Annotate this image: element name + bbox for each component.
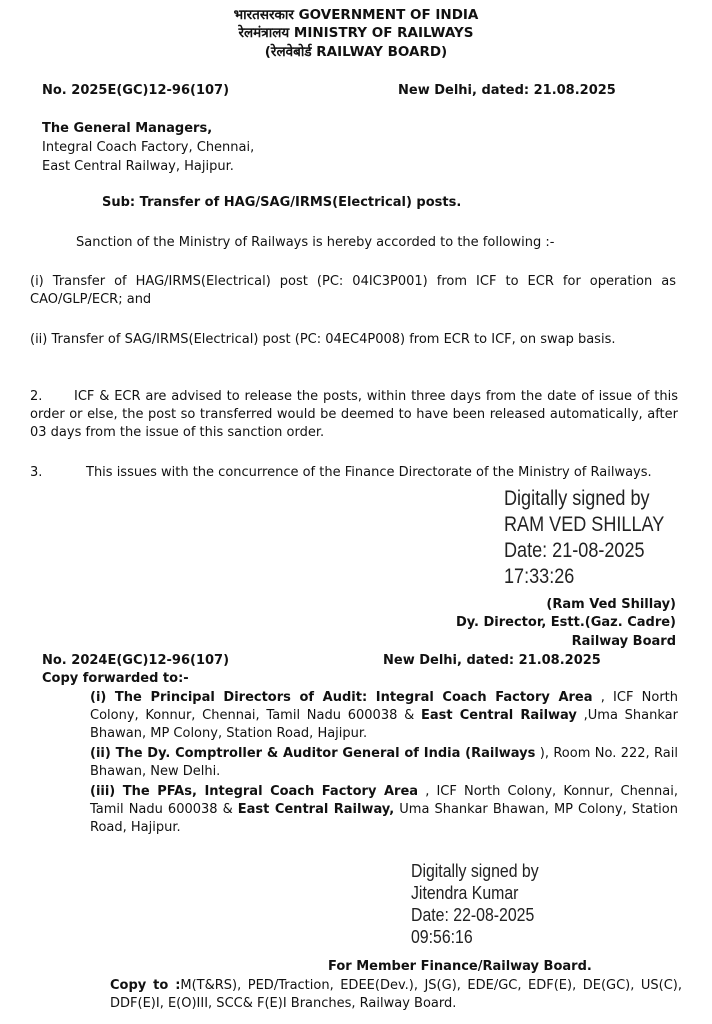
para-2-number: 2.	[30, 389, 43, 404]
header-hindi-1: भारतसरकार	[233, 7, 294, 23]
copy-item-1	[90, 689, 678, 743]
signature-1-line-3: Date: 21-08-2025	[504, 539, 645, 562]
header-hindi-2: रेलमंत्रालय	[238, 25, 290, 41]
header-line-1	[0, 6, 712, 24]
addressee-title: The General Managers,	[42, 121, 213, 136]
copy-item-3-org: (iii) The PFAs, Integral Coach Factory Area	[90, 784, 419, 799]
header-line-3	[0, 43, 712, 61]
signature-2-line-3: Date: 22-08-2025	[411, 905, 535, 925]
copy-to-list: M(T&RS), PED/Traction, EDEE(Dev.), JS(G), EDE/GC, EDF(E), DE(GC), US(C), DDF(E)I, E(O)III, SCC& F(E)I Branches, Railway Board.	[110, 978, 682, 1011]
digital-signature-2	[411, 860, 539, 948]
digital-signature-1	[504, 486, 664, 590]
copy-item-1-address-2: ,Uma Shankar Bhawan, MP Colony, Station Road, Hajipur.	[90, 708, 678, 741]
signature-2-line-1: Digitally signed by	[411, 861, 539, 881]
para-2-text: ICF & ECR are advised to release the posts, within three days from the date of issue of this order or else, the post so transferred would be deemed to have been released automatically, after 03 days from the issue of this sanction order.	[30, 389, 678, 440]
copy-to-label: Copy to :	[110, 978, 181, 993]
copy-item-3	[90, 783, 678, 837]
header-hindi-3: (रेलवेबोर्ड	[264, 44, 312, 60]
copy-item-1-address: , ICF North Colony, Konnur, Chennai, Tamil Nadu 600038 &	[90, 690, 679, 723]
copy-number: No. 2024E(GC)12-96(107)	[42, 653, 230, 668]
addressee-line-1: Integral Coach Factory, Chennai,	[42, 140, 255, 155]
header-government: GOVERNMENT OF INDIA	[298, 7, 479, 23]
item-2: (ii) Transfer of SAG/IRMS(Electrical) post (PC: 04EC4P008) from ECR to ICF, on swap basis.	[30, 332, 616, 347]
intro-paragraph: Sanction of the Ministry of Railways is hereby accorded to the following :-	[76, 235, 555, 250]
item-1: (i) Transfer of HAG/IRMS(Electrical) post (PC: 04IC3P001) from ICF to ECR for operation as CAO/GLP/ECR; and	[30, 274, 676, 307]
copy-item-2	[90, 745, 678, 781]
copy-item-3-address-2: Uma Shankar Bhawan, MP Colony, Station Road, Hajipur.	[90, 802, 678, 835]
copy-item-1-org: (i) The Principal Directors of Audit: Integral Coach Factory Area	[90, 690, 593, 705]
copy-item-2-address: ), Room No. 222, Rail Bhawan, New Delhi.	[90, 746, 678, 779]
signature-1-line-1: Digitally signed by	[504, 487, 650, 510]
para-3-text: This issues with the concurrence of the Finance Directorate of the Ministry of Railways.	[86, 465, 652, 480]
for-member-finance: For Member Finance/Railway Board.	[328, 959, 592, 974]
signatory-designation: Dy. Director, Estt.(Gaz. Cadre)	[455, 615, 676, 630]
header-board: RAILWAY BOARD)	[316, 44, 448, 60]
order-date: New Delhi, dated: 21.08.2025	[398, 83, 616, 98]
header-line-2	[0, 24, 712, 42]
order-number: No. 2025E(GC)12-96(107)	[42, 83, 230, 98]
para-3	[30, 464, 678, 482]
copy-item-3-address: , ICF North Colony, Konnur, Chennai, Tamil Nadu 600038 &	[90, 784, 678, 817]
signatory-name: (Ram Ved Shillay)	[546, 597, 676, 612]
subject: Sub: Transfer of HAG/SAG/IRMS(Electrical) posts.	[102, 195, 462, 210]
copy-heading: Copy forwarded to:-	[42, 671, 189, 686]
copy-item-2-org: (ii) The Dy. Comptroller & Auditor General of India (Railways	[90, 746, 536, 761]
copy-date: New Delhi, dated: 21.08.2025	[383, 653, 601, 668]
addressee-line-2: East Central Railway, Hajipur.	[42, 159, 234, 174]
copy-to	[110, 977, 682, 1013]
signatory-office: Railway Board	[571, 634, 676, 649]
copy-item-1-org-2: East Central Railway	[421, 708, 577, 723]
signature-2-line-2: Jitendra Kumar	[411, 883, 519, 903]
signature-2-line-4: 09:56:16	[411, 927, 473, 947]
signature-1-line-2: RAM VED SHILLAY	[504, 513, 665, 536]
signature-1-line-4: 17:33:26	[504, 565, 575, 588]
header-ministry: MINISTRY OF RAILWAYS	[293, 25, 474, 41]
para-3-number: 3.	[30, 465, 43, 480]
para-2	[30, 388, 678, 442]
copy-item-3-org-2: East Central Railway,	[237, 802, 395, 817]
